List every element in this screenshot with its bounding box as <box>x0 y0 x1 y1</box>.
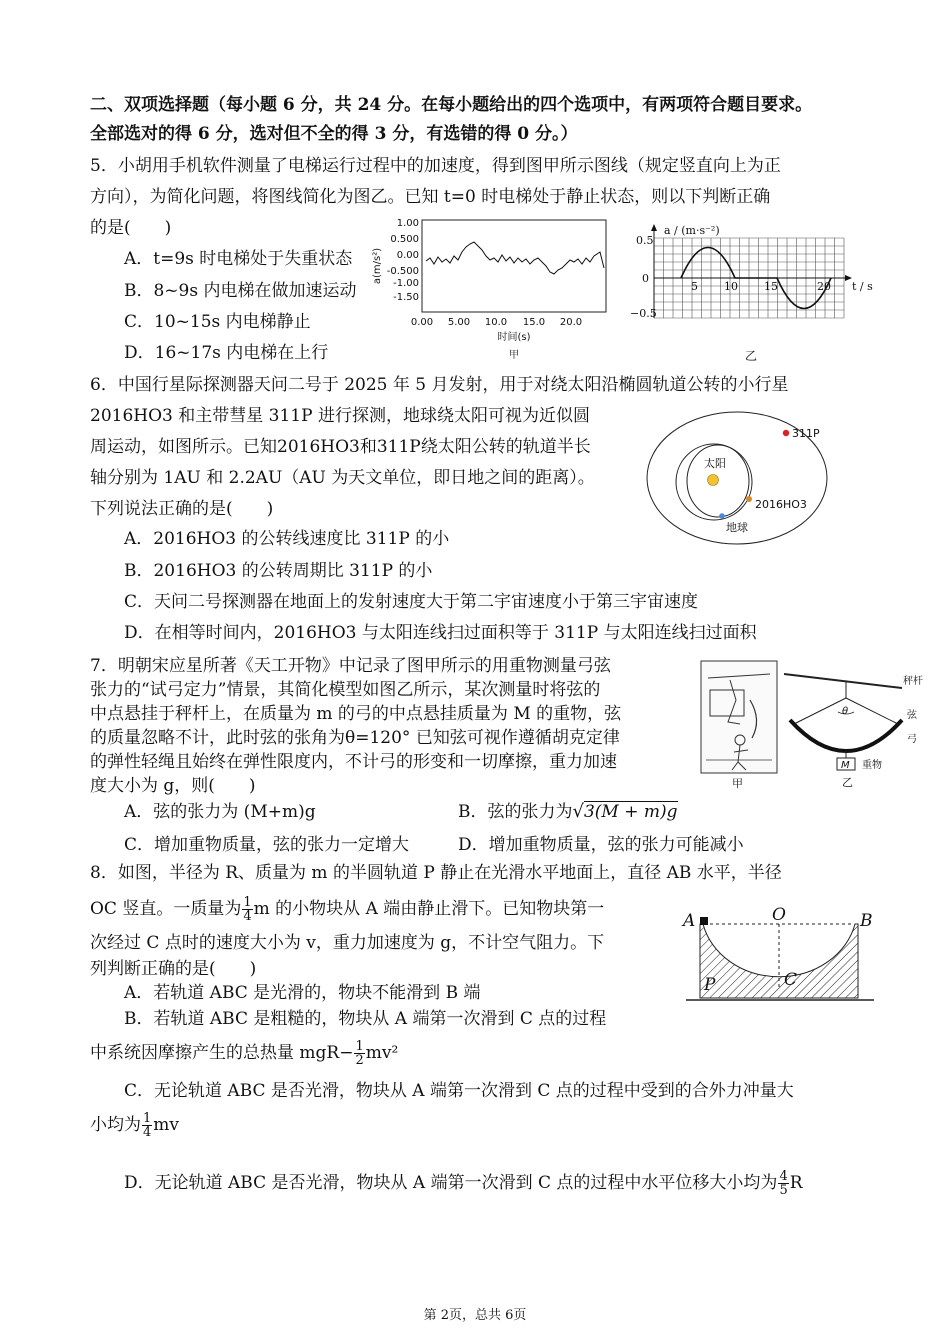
q8-label-a: A <box>683 911 696 931</box>
q7-yi-mass: M <box>841 760 850 771</box>
q5-jia-xtick: 0.00 <box>410 317 434 328</box>
q5-jia-xtick: 20.0 <box>559 317 583 328</box>
q7-option-b-expr: 3(M + m)g <box>583 802 678 822</box>
q5-yi-caption: 乙 <box>745 349 758 363</box>
q7-stem-line5: 的弹性轻绳且始终在弹性限度内，不计弓的形变和一切摩擦，重力加速 <box>90 752 617 772</box>
q8-stem-line2-post: m 的小物块从 A 端由静止滑下。已知物块第一 <box>253 899 605 919</box>
q8-option-c-line2-post: mv <box>153 1115 180 1135</box>
asteroid-ho3-marker <box>746 496 752 502</box>
q7-yi-label-zhongwu: 重物 <box>862 760 882 771</box>
q6-stem-line4: 轴分别为 1AU 和 2.2AU（AU 为天文单位，即日地之间的距离）。 <box>90 468 595 488</box>
q7-stem-line6: 度大小为 g，则( ) <box>90 776 256 796</box>
q8-label-b: B <box>860 911 873 931</box>
q5-figure-jia <box>368 212 618 362</box>
earth-marker <box>719 513 725 519</box>
q7-yi-label-xian: 弦 <box>907 710 917 721</box>
q5-yi-ylabel: a / (m·s⁻²) <box>664 224 720 237</box>
q5-jia-caption: 甲 <box>509 350 519 361</box>
q7-figure-yi <box>782 662 932 792</box>
q8-label-c: C <box>784 970 798 990</box>
q6-option-d: D．在相等时间内，2016HO3 与太阳连线扫过面积等于 311P 与太阳连线扫过面积 <box>124 623 757 643</box>
q8-option-c-line2-pre: 小均为 <box>90 1115 141 1135</box>
q7-yi-label-gong: 弓 <box>907 734 917 745</box>
q5-yi-xtick: 20 <box>817 280 831 293</box>
q5-option-a: A．t=9s 时电梯处于失重状态 <box>124 249 353 269</box>
q8-option-a: A．若轨道 ABC 是光滑的，物块不能滑到 B 端 <box>124 983 481 1003</box>
q8-stem-line2-pre: OC 竖直。一质量为 <box>90 899 242 919</box>
q5-jia-ytick: -1.50 <box>393 292 419 303</box>
q5-stem-line2: 方向），为简化问题，将图线简化为图乙。已知 t=0 时电梯处于静止状态，则以下判断正确 <box>90 187 771 207</box>
q6-option-b: B．2016HO3 的公转周期比 311P 的小 <box>124 561 433 581</box>
q6-stem-line3: 周运动，如图所示。已知2016HO3和311P绕太阳公转的轨道半长 <box>90 437 591 457</box>
q5-jia-ylabel: a(m/s²) <box>372 247 383 285</box>
fraction-four-fifths: $\frac{4}{5}$ <box>779 1169 788 1198</box>
fraction-one-quarter: $\frac{1}{4}$ <box>243 895 252 924</box>
q5-jia-xtick: 15.0 <box>522 317 546 328</box>
section-header-line2: 全部选对的得 6 分，选对但不全的得 3 分，有选错的得 0 分。） <box>90 124 578 144</box>
asteroid-ho3-label: 2016HO3 <box>755 498 807 511</box>
q8-option-d-pre: D．无论轨道 ABC 是否光滑，物块从 A 端第一次滑到 C 点的过程中水平位移大小均为 <box>124 1173 778 1193</box>
q8-stem-line1: 8．如图，半径为 R、质量为 m 的半圆轨道 P 静止在光滑水平地面上，直径 AB 水平，半径 <box>90 863 782 883</box>
q5-jia-ytick: 0.00 <box>396 250 419 261</box>
q5-stem-line1: 5．小胡用手机软件测量了电梯运行过程中的加速度，得到图甲所示图线（规定竖直向上为正 <box>90 156 781 176</box>
q7-yi-caption: 乙 <box>842 776 853 789</box>
q6-stem-line5: 下列说法正确的是( ) <box>90 499 274 519</box>
page-footer: 第 2页，总共 6页 <box>423 1308 527 1323</box>
q5-yi-xtick: 10 <box>724 280 738 293</box>
q7-stem-line1: 7．明朝宋应星所著《天工开物》中记录了图甲所示的用重物测量弓弦 <box>90 656 611 676</box>
q5-jia-xtick: 5.00 <box>447 317 471 328</box>
q5-figure-yi <box>626 222 876 367</box>
q5-option-d: D．16~17s 内电梯在上行 <box>124 343 329 363</box>
q8-option-b-line1: B．若轨道 ABC 是粗糙的，物块从 A 端第一次滑到 C 点的过程 <box>124 1009 607 1029</box>
q8-label-o: O <box>772 905 786 925</box>
q7-stem-line4: 的质量忽略不计，此时弦的张角为θ=120° 已知弦可视作遵循胡克定律 <box>90 728 620 748</box>
q7-stem-line3: 中点悬挂于秤杆上，在质量为 m 的弓的中点悬挂质量为 M 的重物，弦 <box>90 704 622 724</box>
q5-jia-ytick: -0.500 <box>386 266 419 277</box>
q5-yi-xtick: 5 <box>691 280 698 293</box>
q7-yi-label-gan: 秤杆 <box>903 676 923 687</box>
q5-yi-xtick: 15 <box>764 280 778 293</box>
q8-stem-line3: 次经过 C 点时的速度大小为 v，重力加速度为 g，不计空气阻力。下 <box>90 933 605 953</box>
sqrt-sign: √ <box>572 801 584 822</box>
q7-figure-jia <box>700 660 778 790</box>
q8-label-p: P <box>704 975 716 995</box>
fraction-one-quarter: $\frac{1}{4}$ <box>143 1111 152 1140</box>
q6-option-c: C．天问二号探测器在地面上的发射速度大于第二宇宙速度小于第三宇宙速度 <box>124 592 699 612</box>
q5-option-b: B．8~9s 内电梯在做加速运动 <box>124 281 357 301</box>
q6-orbit-figure <box>642 410 872 550</box>
q8-stem-line4: 列判断正确的是( ) <box>90 959 257 979</box>
q6-stem-line1: 6．中国行星际探测器天问二号于 2025 年 5 月发射，用于对绕太阳沿椭圆轨道公转的小行星 <box>90 375 789 395</box>
q7-yi-theta: θ <box>842 706 849 717</box>
q8-option-c-line1: C．无论轨道 ABC 是否光滑，物块从 A 端第一次滑到 C 点的过程中受到的合外力冲量大 <box>124 1081 794 1101</box>
q5-jia-ytick: -1.00 <box>393 278 419 289</box>
q7-jia-caption: 甲 <box>732 777 743 790</box>
q5-yi-ytick-zero: 0 <box>642 272 649 285</box>
comet-311p-marker <box>783 430 789 436</box>
q8-option-b-line2-pre: 中系统因摩擦产生的总热量 mgR− <box>90 1043 354 1063</box>
comet-311p-label: 311P <box>792 427 820 440</box>
q5-jia-ytick: 1.00 <box>396 218 419 229</box>
q5-yi-ytick-bottom: −0.5 <box>630 307 657 320</box>
q7-option-c: C．增加重物质量，弦的张力一定增大 <box>124 835 410 855</box>
q8-track-figure <box>680 900 880 1010</box>
q8-option-d-post: R <box>789 1173 803 1193</box>
q7-stem-line2: 张力的“试弓定力”情景，其简化模型如图乙所示，某次测量时将弦的 <box>90 680 601 700</box>
q7-option-a: A．弦的张力为 (M+m)g <box>124 802 316 822</box>
section-header-line1: 二、双项选择题（每小题 6 分，共 24 分。在每小题给出的四个选项中，有两项符合题目要求。 <box>90 95 813 115</box>
q5-yi-xlabel: t / s <box>852 280 873 293</box>
q5-jia-xtick: 10.0 <box>484 317 508 328</box>
earth-label: 地球 <box>726 521 748 534</box>
q8-stem-line2 <box>90 896 604 923</box>
q7-option-b <box>458 801 678 823</box>
q7-option-b-prefix: B．弦的张力为 <box>458 802 573 822</box>
q5-option-c: C．10~15s 内电梯静止 <box>124 312 311 332</box>
fraction-one-half: $\frac{1}{2}$ <box>355 1039 364 1068</box>
q6-stem-line2: 2016HO3 和主带彗星 311P 进行探测，地球绕太阳可视为近似圆 <box>90 406 590 426</box>
sun-label: 太阳 <box>704 457 726 470</box>
q8-option-b-line2 <box>90 1040 398 1067</box>
q8-option-d <box>124 1170 803 1197</box>
q8-option-c-line2 <box>90 1112 179 1139</box>
q5-jia-ytick: 0.500 <box>390 234 419 245</box>
q7-option-d: D．增加重物质量，弦的张力可能减小 <box>458 835 744 855</box>
q5-jia-xlabel: 时间(s) <box>497 332 531 343</box>
q6-option-a: A．2016HO3 的公转线速度比 311P 的小 <box>124 529 450 549</box>
q5-yi-ytick-top: 0.5 <box>636 234 654 247</box>
q8-option-b-line2-post: mv² <box>365 1043 399 1063</box>
q5-stem-line3: 的是( ) <box>90 218 172 238</box>
